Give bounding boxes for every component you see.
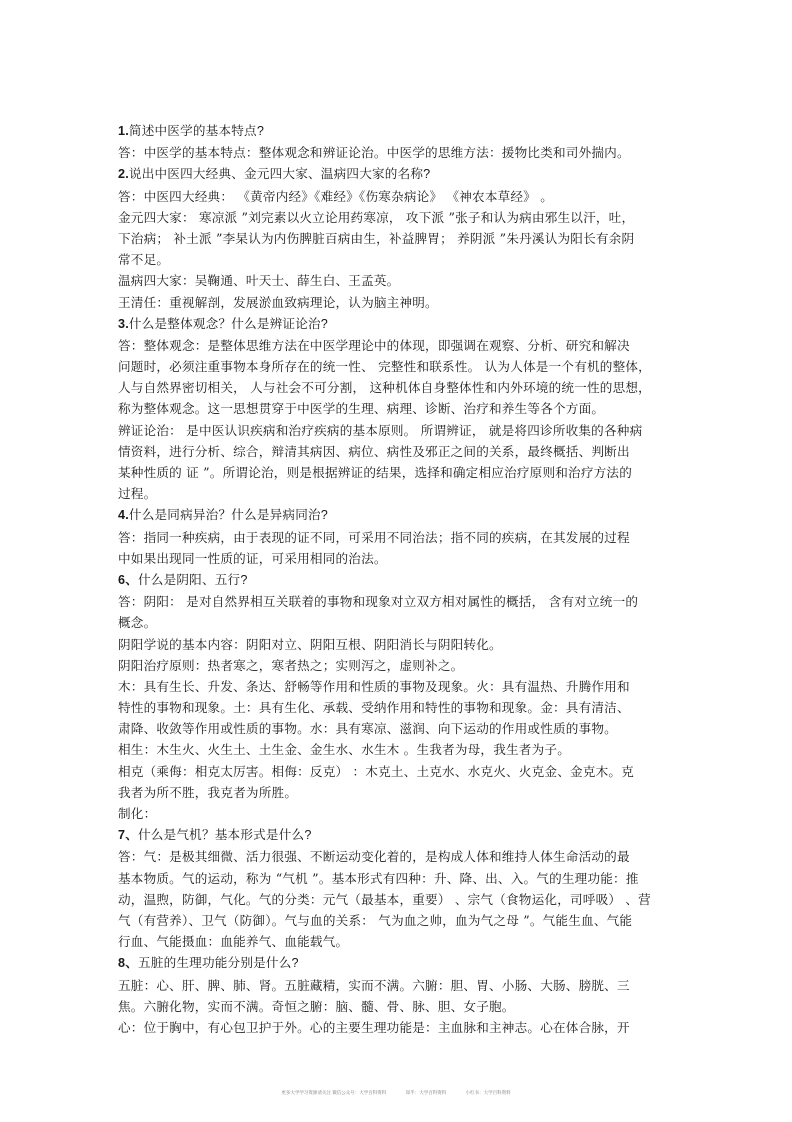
question-number: 6、: [118, 572, 138, 587]
text-line: 五脏：心、肝、脾、肺、肾。五脏藏精，实而不满。六腑：胆、胃、小肠、大肠、膀胱、三: [118, 977, 630, 993]
question-text: 什么是阴阳、五行?: [138, 572, 248, 587]
text-line: 称为整体观念。这一思想贯穿于中医学的生理、病理、诊断、治疗和养生等各个方面。: [118, 401, 605, 417]
text-line: 相生：木生火、火生土、土生金、金生水、水生木 。生我者为母，我生者为子。: [118, 742, 570, 758]
text-line: 阴阳学说的基本内容：阴阳对立、阴阳互根、阴阳消长与阴阳转化。: [118, 636, 502, 652]
text-line: 肃降、收敛等作用或性质的事物。水：具有寒凉、滋润、向下运动的作用或性质的事物。: [118, 721, 617, 737]
question-text: 简述中医学的基本特点?: [128, 124, 265, 138]
question-text: 什么是整体观念？什么是辨证论治?: [128, 316, 329, 331]
question-heading: [118, 121, 663, 142]
text-line: 答：阴阳： 是对自然界相互关联着的事物和现象对立双方相对属性的概括， 含有对立统一的: [118, 594, 639, 610]
text-line: 金元四大家： 寒凉派 ”刘完素以火立论用药寒凉， 攻下派 ”张子和认为病由邪生以汗，吐，: [118, 209, 635, 225]
text-line: 某种性质的 证 ”。所谓论治，则是根据辨证的结果，选择和确定相应治疗原则和治疗方法的: [118, 465, 633, 480]
footer-wechat: 更多大学学习资源请关注 微信公众号：大学百科资料: [281, 1091, 387, 1096]
text-line: 过程。: [118, 486, 157, 502]
footer-zhihu: 知乎：大学百科资料: [405, 1091, 447, 1096]
question-number: 1.: [118, 124, 129, 138]
question-heading: [118, 164, 663, 185]
question-number: 4.: [118, 508, 129, 523]
text-line: 概念。: [118, 615, 157, 631]
text-line: 王清任：重视解剖，发展淤血致病理论，认为脑主神明。: [118, 294, 438, 310]
document-body: [118, 120, 663, 1038]
question-heading: [118, 570, 663, 591]
text-line: 常不足。: [118, 252, 170, 268]
footer-xiaohongshu: 小红书：大学百科资料: [465, 1091, 511, 1096]
question-text: 五脏的生理功能分别是什么?: [138, 956, 299, 971]
question-text: 什么是气机？基本形式是什么?: [138, 828, 312, 843]
text-line: 特性的事物和现象。土：具有生化、承载、受纳作用和特性的事物和现象。金：具有清洁、: [118, 700, 630, 716]
text-line: 气（有营养）、卫气（防御）。气与血的关系： 气为血之帅，血为气之母 ”。气能生血、气能: [118, 912, 633, 928]
text-line: 焦。六腑化物，实而不满。奇恒之腑：脑、髓、骨、脉、胆、女子胞。: [118, 998, 515, 1014]
question-text: 什么是同病异治？什么是异病同治?: [128, 508, 329, 523]
question-number: 3.: [118, 316, 129, 331]
text-line: 基本物质。气的运动，称为 “气机 ”。基本形式有四种：升、降、出、入。气的生理功能：推: [118, 870, 639, 886]
question-heading: [118, 953, 663, 974]
text-line: 温病四大家：吴鞠通、叶天士、薛生白、王孟英。: [118, 273, 400, 289]
question-heading: [118, 825, 663, 846]
text-line: 心：位于胸中，有心包卫护于外。心的主要生理功能是：主血脉和主神志。心在体合脉，开: [118, 1019, 630, 1035]
text-line: 答：指同一种疾病，由于表现的证不同，可采用不同治法；指不同的疾病，在其发展的过程: [118, 529, 630, 545]
question-heading: [118, 314, 663, 335]
question-number: 7、: [118, 828, 138, 843]
text-line: 中如果出现同一性质的证，可采用相同的治法。: [118, 550, 387, 566]
text-line: 人与自然界密切相关， 人与社会不可分割， 这种机体自身整体性和内外环境的统一性的思想，: [118, 380, 651, 396]
text-line: 答：中医四大经典： 《黄帝内经》《难经》《伤寒杂病论》 《神农本草经》 。: [118, 188, 553, 204]
text-line: 辨证论治： 是中医认识疾病和治疗疾病的基本原则。 所谓辨证， 就是将四诊所收集的各种病: [118, 422, 643, 438]
text-line: 答：气：是极其细微、活力很强、不断运动变化着的，是构成人体和维持人体生命活动的最: [118, 849, 630, 865]
text-line: 答：中医学的基本特点：整体观念和辨证论治。中医学的思维方法：援物比类和司外揣内。: [118, 145, 630, 161]
question-number: 8、: [118, 956, 138, 971]
text-line: 制化：: [118, 806, 157, 821]
text-line: 情资料，进行分析、综合，辩清其病因、病位、病性及邪正之间的关系，最终概括、判断出: [118, 443, 630, 459]
text-line: 阴阳治疗原则：热者寒之，寒者热之；实则泻之，虚则补之。: [118, 657, 464, 673]
question-number: 2.: [118, 167, 129, 182]
text-line: 行血、气能摄血：血能养气、血能载气。: [118, 934, 349, 950]
question-heading: [118, 505, 663, 526]
text-line: 下治病； 补土派 ”李杲认为内伤脾脏百病由生，补益脾胃； 养阴派 ”朱丹溪认为阳长有余阴: [118, 230, 635, 246]
text-line: 相克（乘侮：相克太厉害。相侮：反克） ：木克土、土克水、水克火、火克金、金克木。克: [118, 763, 634, 779]
text-line: 动，温煦，防御，气化。气的分类：元气（最基本，重要） 、宗气（食物运化，司呼吸） 、营: [118, 891, 651, 907]
text-line: 问题时，必须注重事物本身所存在的统一性、 完整性和联系性。 认为人体是一个有机的整体，: [118, 359, 651, 375]
page-footer: [0, 1090, 792, 1096]
text-line: 木：具有生长、升发、条达、舒畅等作用和性质的事物及现象。火：具有温热、升腾作用和: [118, 678, 630, 694]
question-text: 说出中医四大经典、金元四大家、温病四大家的名称?: [128, 167, 431, 182]
text-line: 答：整体观念：是整体思维方法在中医学理论中的体现，即强调在观察、分析、研究和解决: [118, 337, 630, 353]
text-line: 我者为所不胜，我克者为所胜。: [118, 784, 298, 800]
